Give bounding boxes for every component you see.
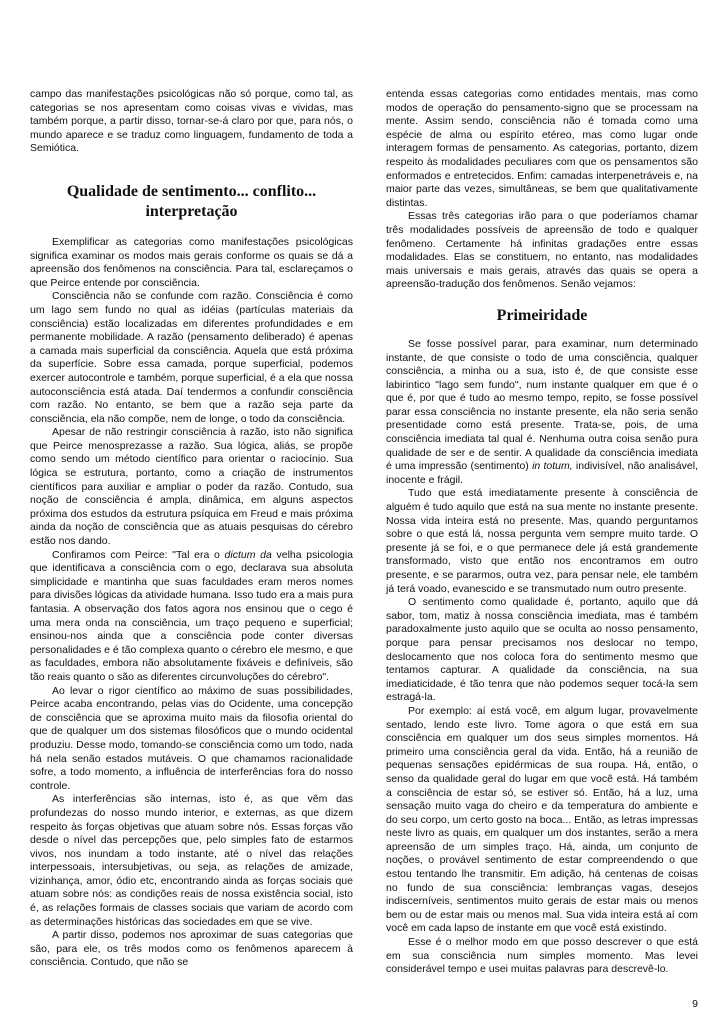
section-heading-primeiridade: Primeiridade <box>496 306 588 324</box>
italic-text: in totum, <box>532 460 573 473</box>
paragraph-quote <box>30 549 353 685</box>
paragraph: Essas três categorias irão para o que poderíamos chamar três modalidades possíveis de apreensão de todo e qualquer fenômeno. Certamente há infinitas gradações entre essas modalidades. Elas se constituem, no entanto, nas modalidades mais universais e mais gerais, através das quais se opera a apreensão-tradução dos fenômenos. Senão vejamos: <box>386 210 698 291</box>
text-run: Se fosse possível parar, para examinar, num determinado instante, de que consiste o todo de uma consciência, qualquer consciência, a minha ou a sua, isto é, de que consiste esse labirintico "lago sem fundo", num instante qualquer em que é o que é, por que é tudo ao mesmo tempo, repito, se fosse possível parar essa consciência no instante presente, ela não seria senão presentidade como está presente. Trata-se, pois, de uma consciência imediata tal qual é. Nenhuma outra coisa senão pura qualidade de ser e de sentir. A qualidade da consciência imediata é uma impressão (sentimento) <box>386 337 698 473</box>
continuation-paragraph: entenda essas categorias como entidades mentais, mas como modos de operação do pensamento-signo que se processam na mente. Assim sendo, consciência não é tomada como uma espécie de alma ou espírito etéreo, mas como lugar onde interagem formas de pensamento. As categorias, portanto, dizem respeito às modalidades peculiares com que os pensamentos são enformados e entretecidos. Enfim: camadas interpenetráveis e, na maior parte das vezes, simultâneas, se bem que qualitativamente distintas. <box>386 88 698 209</box>
text-run: Confiramos com Peirce: "Tal era o <box>52 548 225 561</box>
section-heading-qualidade: Qualidade de sentimento... conflito... interpretação <box>66 182 317 220</box>
paragraph: Exemplificar as categorias como manifestações psicológicas significa examinar os modos mais gerais conforme os quais se dá a apreensão dos fenômenos na consciência. Para tal, esclareçamos o que Peirce entende por consciência. <box>30 235 353 289</box>
paragraph <box>386 338 698 488</box>
paragraph: Esse é o melhor modo em que posso descrever o que está em sua consciência num simples momento. Mas levei considerável tempo e usei muitas palavras para descrevê-lo. <box>386 936 698 976</box>
paragraph: Apesar de não restringir consciência à razão, isto não significa que Peirce menosprezasse a razão. Sua lógica, aliás, se propõe como sendo um método científico para orientar o raciocínio. Sua lógica se estrutura, portanto, como a criação de instrumentos científicos para auxiliar e ampliar o poder da razão. Contudo, sua noção de consciência é ampla, dinâmica, em alguns aspectos próxima dos estudos da estrutura psíquica em Freud e mais próxima ainda da noção de consciência que as atuais pesquisas do cérebro estão nos dando. <box>30 426 353 548</box>
page-number: 9 <box>692 998 698 1010</box>
paragraph: Ao levar o rigor científico ao máximo de suas possibilidades, Peirce acaba encontrando, pelas vias do Ocidente, uma concepção de consciência que se aproxima muito mais da filosofia oriental do que de qualquer um dos sistemas filosóficos que o mundo ocidental produziu. Desse modo, tomando-se consciência como um todo, nada há nela senão estados mutáveis. O que chamamos racionalidade sofre, a todo momento, a influência de interferências fora do nosso controle. <box>30 684 353 792</box>
left-column <box>30 88 353 970</box>
text-run: velha psicologia que identificava a consciência com o ego, declarava sua absoluta simplicidade e mantinha que suas faculdades eram meros nomes para divisões lógicas da atividade humana. Isso tudo era a mais pura fantasia. A observação dos fatos agora nos ensinou que o cego é uma mera onda na consciência, um traço pequeno e superficial; ensinou-nos ainda que a consciência pode conter diversas personalidades e é tão complexa quanto o cérebro ele mesmo, e que as faculdades, embora não absolutamente fixáveis e definíveis, são tão reais quanto o são as diferentes circunvoluções do cérebro". <box>30 548 353 683</box>
right-column <box>386 88 698 977</box>
intro-paragraph: campo das manifestações psicológicas não só porque, como tal, as categorias se nos apresentam como coisas vivas e vividas, mas também porque, a partir disso, tornar-se-á claro por que, para nós, o mundo aparece e se traduz como linguagem, fundamento de toda a Semiótica. <box>30 88 353 155</box>
text-run: indivisível, não analisável, inocente e frágil. <box>386 460 698 486</box>
paragraph: As interferências são internas, isto é, as que vêm das profundezas do nosso mundo interior, e externas, as que dizem respeito às forças objetivas que atuam sobre nós. Essas forças vão desde o nível das percepções que, pelo simples fato de estarmos vivos, nos inundam a todo instante, até o nível das relações interpessoais, intersubjetivas, ou seja, as relações de amizade, vizinhança, amor, ódio etc, encontrando ainda as forças sociais que atuam sobre nós: as condições reais de nossa existência social, isto é, as relações formais de classes sociais que variam de acordo com as determinações históricas das sociedades em que se vive. <box>30 793 353 928</box>
italic-text: dictum da <box>224 548 272 561</box>
paragraph: Tudo que está imediatamente presente à consciência de alguém é tudo aquilo que está na sua mente no instante presente. Nossa vida inteira está no presente. Mas, quando perguntamos sobre o que está lá, nossa pergunta vem sempre muito tarde. O presente já se foi, e o que permanece dele já está grandemente transformado, visto que então nos encontramos em outro presente, e se pararmos, outra vez, para pensar nele, ele também já terá voado, evanescido e se transmutado num outro presente. <box>386 487 698 595</box>
paragraph: Consciência não se confunde com razão. Consciência é como um lago sem fundo no qual as idéias (partículas materiais da consciência) estão localizadas em diferentes profundidades e em permanente mobilidade. A razão (pensamento deliberado) é apenas a camada mais superficial da consciência. Aquela que está próxima da superfície. Sobre essa camada, porque superficial, podemos exercer autocontrole e também, porque superficial, é a ela que nossa autoconsciência está atada. Daí tendermos a confundir consciência com razão. No entanto, se bem que a razão seja parte da consciência, ela não compõe, nem de longe, o todo da consciência. <box>30 290 353 425</box>
paragraph: Por exemplo: aí está você, em algum lugar, provavelmente sentado, lendo este livro. Tome agora o que está em sua consciência em qualquer um dos seus simples momentos. Há primeiro uma consciência geral da vida. Então, há a reunião de pequenas sensações epidérmicas de sua roupa. Há, então, o senso da qualidade geral do lugar em que você está. Há também a consciência de estar só, se estiver só. Então, há a luz, uma sensação muito vaga do cheiro e da temperatura do ambiente e do seu corpo, um certo gosto na boca... Então, as letras impressas neste livro as quais, em qualquer um dos instantes, serão a mera apreensão de um simples traço. Há, ainda, um conjunto de noções, o provável sentimento de estar compreendendo o que estou tentando lhe transmitir. Em adição, há centenas de coisas no fundo de sua consciência: lembranças vagas, desejos indiscerníveis, sentimentos muito gerais de estar mais ou menos bem ou de estar mais ou menos mal. Sua vida inteira está aí com você em cada lapso de instante em que você está existindo. <box>386 704 698 935</box>
paragraph: A partir disso, podemos nos aproximar de suas categorias que são, para ele, os três modos como os fenômenos aparecem à consciência. Contudo, que não se <box>30 929 353 969</box>
paragraph: O sentimento como qualidade é, portanto, aquilo que dá sabor, tom, matiz à nossa consciência imediata, mas é também paradoxalmente justo aquilo que se oculta ao nosso pensamento, porque para pensar precisamos nos deslocar no tempo, deslocamento que nos coloca fora do sentimento mesmo que tentamos capturar. A qualidade da consciência, na sua imediaticidade, é tão tenra que nào podemos sequer tocá-la sem estragá-la. <box>386 596 698 704</box>
